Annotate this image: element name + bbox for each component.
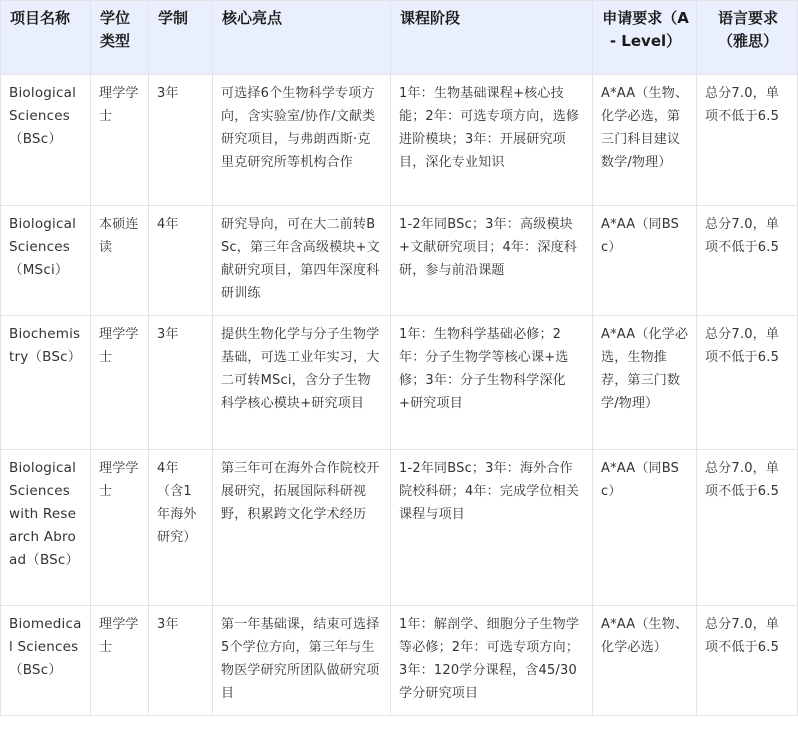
header-requirements: 申请要求（A - Level） [593, 1, 697, 75]
header-name: 项目名称 [1, 1, 91, 75]
header-duration: 学制 [149, 1, 213, 75]
degree-type: 理学学士 [91, 606, 149, 716]
duration: 3年 [149, 75, 213, 206]
application-requirements: A*AA（同BSc） [593, 206, 697, 316]
header-language: 语言要求（雅思） [697, 1, 798, 75]
core-highlights: 研究导向，可在大二前转BSc，第三年含高级模块+文献研究项目，第四年深度科研训练 [213, 206, 391, 316]
table-row [1, 316, 798, 450]
duration: 3年 [149, 606, 213, 716]
header-row [1, 1, 798, 75]
core-highlights: 提供生物化学与分子生物学基础，可选工业年实习，大二可转MSci，含分子生物科学核心模块+研究项目 [213, 316, 391, 450]
application-requirements: A*AA（化学必选，生物推荐，第三门数学/物理） [593, 316, 697, 450]
table-row [1, 75, 798, 206]
application-requirements: A*AA（生物、化学必选） [593, 606, 697, 716]
program-name: Biomedical Sciences（BSc） [1, 606, 91, 716]
header-highlights: 核心亮点 [213, 1, 391, 75]
language-requirements: 总分7.0，单项不低于6.5 [697, 206, 798, 316]
program-name: Biochemistry（BSc） [1, 316, 91, 450]
core-highlights: 第三年可在海外合作院校开展研究，拓展国际科研视野，积累跨文化学术经历 [213, 450, 391, 606]
language-requirements: 总分7.0，单项不低于6.5 [697, 316, 798, 450]
core-highlights: 第一年基础课，结束可选择5个学位方向，第三年与生物医学研究所团队做研究项目 [213, 606, 391, 716]
language-requirements: 总分7.0，单项不低于6.5 [697, 450, 798, 606]
language-requirements: 总分7.0，单项不低于6.5 [697, 606, 798, 716]
course-stages: 1-2年同BSc；3年：高级模块+文献研究项目；4年：深度科研，参与前沿课题 [391, 206, 593, 316]
program-name: Biological Sciences（BSc） [1, 75, 91, 206]
application-requirements: A*AA（同BSc） [593, 450, 697, 606]
degree-type: 理学学士 [91, 450, 149, 606]
header-stages: 课程阶段 [391, 1, 593, 75]
course-stages: 1年：生物科学基础必修；2年：分子生物学等核心课+选修；3年：分子生物科学深化+研究项目 [391, 316, 593, 450]
duration: 4年（含1年海外研究） [149, 450, 213, 606]
degree-type: 本硕连读 [91, 206, 149, 316]
program-name: Biological Sciences with Research Abroad（BSc） [1, 450, 91, 606]
program-name: Biological Sciences（MSci） [1, 206, 91, 316]
table-row [1, 606, 798, 716]
table-row [1, 206, 798, 316]
degree-type: 理学学士 [91, 75, 149, 206]
course-stages: 1-2年同BSc；3年：海外合作院校科研；4年：完成学位相关课程与项目 [391, 450, 593, 606]
table-row [1, 450, 798, 606]
course-stages: 1年：生物基础课程+核心技能；2年：可选专项方向，选修进阶模块；3年：开展研究项目，深化专业知识 [391, 75, 593, 206]
duration: 3年 [149, 316, 213, 450]
duration: 4年 [149, 206, 213, 316]
course-stages: 1年：解剖学、细胞分子生物学等必修；2年：可选专项方向；3年：120学分课程，含45/30学分研究项目 [391, 606, 593, 716]
header-degree: 学位类型 [91, 1, 149, 75]
application-requirements: A*AA（生物、化学必选，第三门科目建议数学/物理） [593, 75, 697, 206]
language-requirements: 总分7.0，单项不低于6.5 [697, 75, 798, 206]
degree-type: 理学学士 [91, 316, 149, 450]
core-highlights: 可选择6个生物科学专项方向，含实验室/协作/文献类研究项目，与弗朗西斯·克里克研究所等机构合作 [213, 75, 391, 206]
